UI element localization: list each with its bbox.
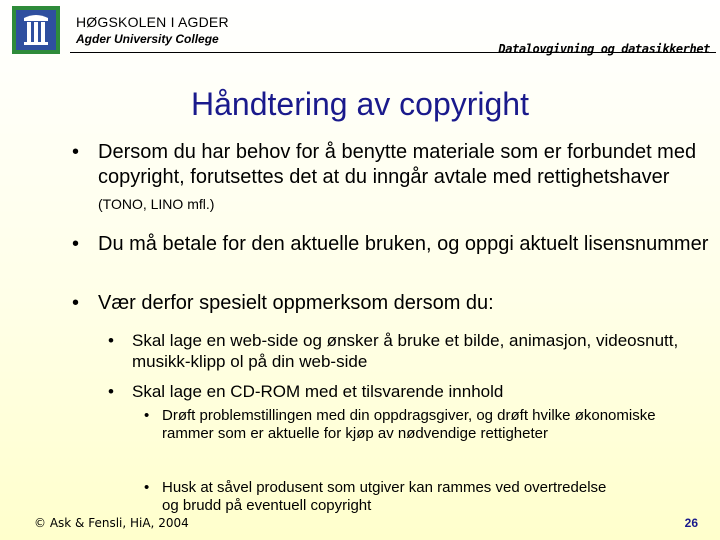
sub-bullet-1 bbox=[108, 330, 708, 372]
bullet-dot: • bbox=[144, 407, 150, 424]
sub-sub-bullet-1 bbox=[144, 407, 704, 443]
course-title: Datalovgivning og datasikkerhet bbox=[498, 42, 710, 56]
school-name: HØGSKOLEN I AGDER bbox=[76, 14, 229, 30]
page-number: 26 bbox=[684, 516, 698, 530]
sub-sub-bullet-text: Drøft problemstillingen med din oppdragsgiver, og drøft hvilke økonomiske rammer som er aktuelle for kjøp av nødvendige rettigheter bbox=[162, 407, 656, 442]
bullet-text: Dersom du har behov for å benytte materiale som er forbundet med copyright, forutsettes det at du inngår avtale med rettighetshaver bbox=[98, 141, 697, 188]
column-pillar-icon bbox=[12, 6, 60, 54]
bullet-dot: • bbox=[72, 233, 80, 255]
sub-sub-bullet-text: Husk at såvel produsent som utgiver kan rammes ved overtredelse og brudd på eventuell copyright bbox=[162, 479, 607, 514]
bullet-text: Vær derfor spesielt oppmerksom dersom du: bbox=[98, 292, 494, 314]
bullet-dot: • bbox=[108, 331, 114, 350]
sub-bullet-text: Skal lage en web-side og ønsker å bruke et bilde, animasjon, videosnutt, musikk-klipp ol på din web-side bbox=[132, 331, 679, 371]
slide-title: Håndtering av copyright bbox=[191, 86, 529, 122]
school-name-english: Agder University College bbox=[76, 32, 219, 46]
sub-sub-bullet-2 bbox=[144, 479, 704, 515]
bullet-1 bbox=[72, 140, 712, 217]
bullet-2 bbox=[72, 232, 712, 257]
bullet-dot: • bbox=[108, 382, 114, 401]
bullet-3 bbox=[72, 291, 712, 316]
footer-copyright: © Ask & Fensli, HiA, 2004 bbox=[34, 516, 189, 530]
bullet-dot: • bbox=[72, 141, 80, 163]
sub-bullet-text: Skal lage en CD-ROM med et tilsvarende innhold bbox=[132, 382, 504, 401]
bullet-text: Du må betale for den aktuelle bruken, og oppgi aktuelt lisensnummer bbox=[98, 233, 709, 255]
bullet-dot: • bbox=[144, 479, 150, 496]
sub-bullet-2 bbox=[108, 381, 708, 402]
bullet-dot: • bbox=[72, 292, 80, 314]
bullet-text-small: (TONO, LINO mfl.) bbox=[98, 196, 215, 212]
